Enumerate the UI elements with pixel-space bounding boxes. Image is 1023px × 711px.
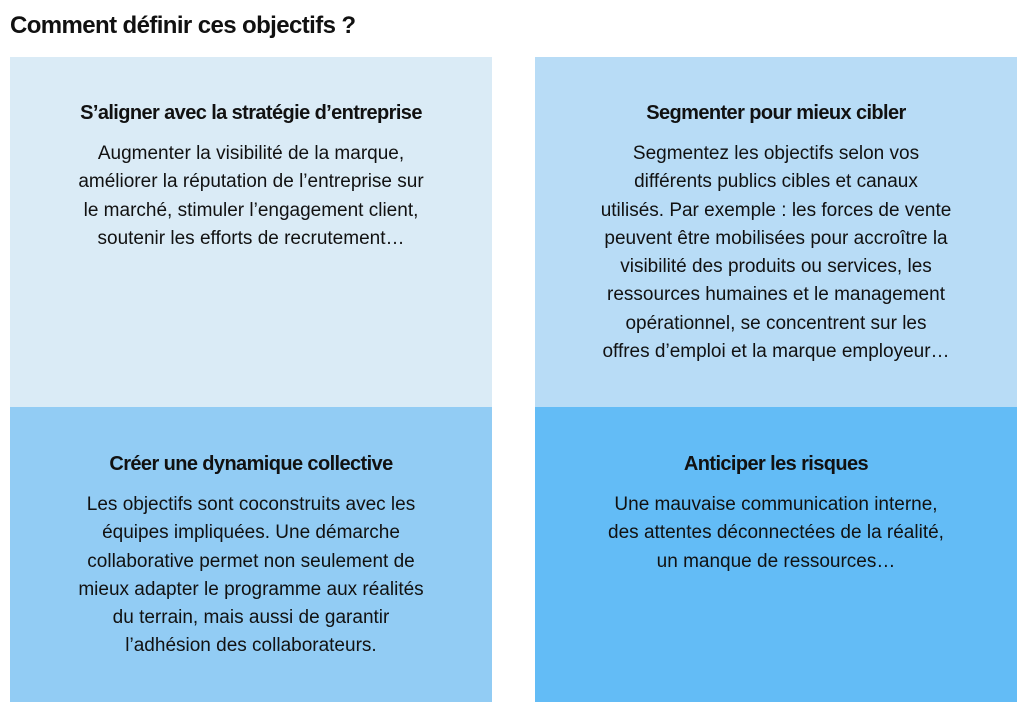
card-body-line: équipes impliquées. Une démarche bbox=[102, 522, 400, 544]
card-align-strategy bbox=[10, 57, 492, 407]
card-body-line: Segmentez les objectifs selon vos bbox=[632, 143, 920, 164]
card-body-line: un manque de ressources… bbox=[656, 550, 896, 572]
card-heading: Segmenter pour mieux cibler bbox=[646, 102, 906, 124]
card-collective-dynamic bbox=[10, 407, 492, 702]
card-body-line: peuvent être mobilisées pour accroître la bbox=[604, 227, 948, 249]
card-body-line: soutenir les efforts de recrutement… bbox=[97, 227, 405, 249]
card-body-line: le marché, stimuler l’engagement client, bbox=[83, 199, 419, 221]
card-body-line: offres d’emploi et la marque employeur… bbox=[602, 341, 950, 363]
card-body bbox=[535, 140, 1017, 366]
card-body-line: Une mauvaise communication interne, bbox=[614, 494, 938, 515]
card-segment-target bbox=[535, 57, 1017, 407]
card-body-line: du terrain, mais aussi de garantir bbox=[112, 607, 390, 629]
card-body bbox=[535, 491, 1017, 576]
page-title: Comment définir ces objectifs ? bbox=[10, 12, 356, 39]
card-heading: Anticiper les risques bbox=[683, 453, 869, 475]
card-body-line: collaborative permet non seulement de bbox=[87, 550, 415, 572]
card-body-line: opérationnel, se concentrent sur les bbox=[625, 312, 927, 334]
card-body-line: différents publics cibles et canaux bbox=[634, 171, 918, 193]
card-heading: Créer une dynamique collective bbox=[109, 453, 393, 475]
card-anticipate-risks bbox=[535, 407, 1017, 702]
card-body-line: l’adhésion des collaborateurs. bbox=[125, 635, 377, 657]
card-body-line: utilisés. Par exemple : les forces de vente bbox=[600, 199, 952, 221]
card-body-line: améliorer la réputation de l’entreprise sur bbox=[78, 171, 424, 193]
card-body bbox=[10, 140, 492, 253]
card-body bbox=[10, 491, 492, 661]
card-body-line: mieux adapter le programme aux réalités bbox=[78, 578, 424, 600]
card-body-line: des attentes déconnectées de la réalité, bbox=[608, 522, 944, 544]
card-body-line: ressources humaines et le management bbox=[607, 284, 945, 306]
card-body-line: visibilité des produits ou services, les bbox=[620, 256, 932, 278]
card-body-line: Les objectifs sont coconstruits avec les bbox=[86, 494, 416, 515]
card-heading: S’aligner avec la stratégie d’entreprise bbox=[80, 102, 422, 124]
card-body-line: Augmenter la visibilité de la marque, bbox=[97, 143, 405, 164]
